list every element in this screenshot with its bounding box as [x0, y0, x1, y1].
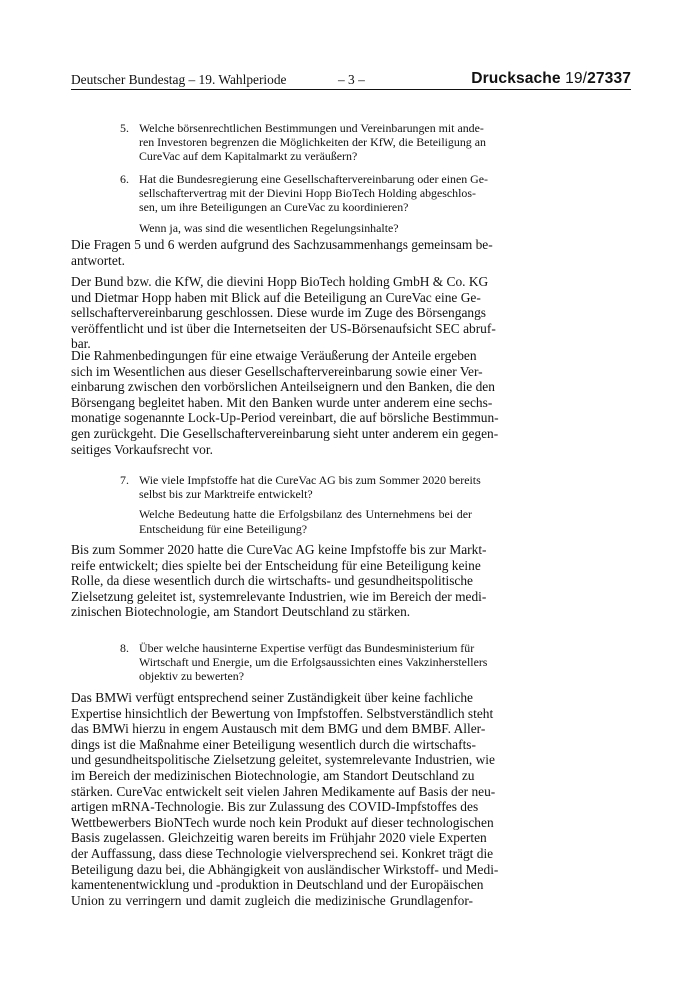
question-line: sen, um ihre Beteiligungen an CureVac zu koordinieren? [139, 200, 409, 215]
answer-paragraph [71, 237, 493, 268]
answer-line: Rolle, da diese wesentlich durch die wirtschafts- und gesundheitspolitische [71, 573, 473, 589]
answer-line: einbarung zwischen den vorbörslichen Anteilseignern und den Banken, die den [71, 379, 495, 395]
question-line: Wirtschaft und Energie, um die Erfolgsaussichten eines Vakzinherstellers [139, 655, 488, 670]
question-line: selbst bis zur Marktreife entwickelt? [139, 487, 313, 502]
answer-line: im Bereich der medizinischen Biotechnologie, am Standort Deutschland zu [71, 767, 475, 783]
answer-line: das BMWi hierzu in engem Austausch mit dem BMG und dem BMBF. Aller- [71, 721, 486, 737]
answer-line: veröffentlicht und ist über die Internetseiten der US-Börsenaufsicht SEC abruf- [71, 320, 496, 336]
question-line: Über welche hausinterne Expertise verfügt das Bundesministerium für [139, 641, 475, 655]
question-line: objektiv zu bewerten? [139, 669, 244, 684]
document-number-period: 19/ [565, 70, 588, 87]
question-text [139, 473, 481, 502]
answer-paragraph [71, 690, 499, 908]
answer-line: artigen mRNA-Technologie. Bis zur Zulassung des COVID-Impfstoffes des [71, 799, 479, 815]
answer-line: gen zurückgeht. Die Gesellschaftervereinbarung sieht unter anderem ein gegen- [71, 425, 499, 441]
answer-line: bar. [71, 336, 91, 352]
header-rule [71, 89, 631, 90]
answer-line: und gesundheitspolitische Zielsetzung geleitet, systemrelevante Industrien, wie [71, 752, 495, 768]
question-text [139, 121, 486, 164]
header-parliament: Deutscher Bundestag – 19. Wahlperiode [71, 72, 287, 87]
question-subtext [139, 507, 472, 535]
answer-line: Bis zum Sommer 2020 hatte die CureVac AG keine Impfstoffe bis zur Markt- [71, 542, 487, 557]
answer-line: Die Rahmenbedingungen für eine etwaige Veräußerung der Anteile ergeben [71, 348, 477, 363]
question-text [139, 641, 488, 684]
question-line: ren Investoren begrenzen die Möglichkeiten der KfW, die Beteiligung an [139, 135, 486, 150]
answer-line: Der Bund bzw. die KfW, die dievini Hopp BioTech holding GmbH & Co. KG [71, 274, 489, 289]
question-line: Welche börsenrechtlichen Bestimmungen und Vereinbarungen mit ande- [139, 121, 484, 135]
document-label: Drucksache [471, 70, 561, 87]
question-number: 6. [120, 172, 129, 186]
answer-line: seitiges Vorkaufsrecht vor. [71, 441, 213, 457]
question-number: 5. [120, 121, 129, 135]
answer-line: und Dietmar Hopp haben mit Blick auf die Beteiligung an CureVac eine Ge- [71, 289, 481, 305]
question-line: sellschaftervertrag mit der Dievini Hopp BioTech Holding abgeschlos- [139, 186, 476, 201]
question-line: Entscheidung für eine Beteiligung? [139, 521, 308, 536]
question-6 [120, 172, 488, 235]
answer-line: zinischen Biotechnologie, am Standort Deutschland zu stärken. [71, 604, 411, 620]
answer-line: sich im Wesentlichen aus dieser Gesellschaftervereinbarung sowie einer Ver- [71, 363, 483, 379]
answer-paragraph [71, 274, 496, 352]
answer-paragraph [71, 542, 487, 620]
question-8 [120, 641, 488, 684]
answer-line: Expertise hinsichtlich der Bewertung von Impfstoffen. Selbstverständlich steht [71, 705, 494, 721]
answer-line: Börsengang begleitet haben. Mit den Banken wurde unter anderem eine sechs- [71, 394, 493, 410]
document-number [471, 70, 631, 88]
question-line: Welche Bedeutung hatte die Erfolgsbilanz des Unternehmens bei der [139, 507, 472, 522]
page-number: – 3 – [338, 72, 365, 87]
answer-line: monatige sogenannte Lock-Up-Period vereinbart, die auf börsliche Bestimmun- [71, 410, 499, 426]
question-line: Wie viele Impfstoffe hat die CureVac AG bis zum Sommer 2020 bereits [139, 473, 481, 487]
answer-line: sellschaftervereinbarung geschlossen. Diese wurde im Zuge des Börsengangs [71, 305, 486, 321]
answer-line: reife entwickelt; dies spielte bei der Entscheidung für eine Beteiligung keine [71, 557, 481, 573]
question-text [139, 172, 488, 215]
answer-line: Die Fragen 5 und 6 werden aufgrund des Sachzusammenhangs gemeinsam be- [71, 237, 493, 252]
question-line: CureVac auf dem Kapitalmarkt zu veräußern? [139, 149, 358, 164]
question-7 [120, 473, 481, 536]
page-header [71, 70, 631, 90]
answer-line: Zielsetzung geleitet ist, systemrelevante Industrien, wie im Bereich der medi- [71, 588, 487, 604]
answer-line: dings ist die Maßnahme einer Beteiligung wesentlich durch die wirtschafts- [71, 736, 476, 752]
answer-line: Beteiligung dazu bei, die Abhängigkeit von ausländischer Wirkstoff- und Medi- [71, 861, 499, 877]
answer-line: der Auffassung, dass diese Technologie vielversprechend sei. Konkret trägt die [71, 845, 494, 861]
question-number: 7. [120, 473, 129, 487]
answer-line: kamentenentwicklung und -produktion in Deutschland und der Europäischen [71, 877, 484, 893]
answer-line: stärken. CureVac entwickelt seit vielen Jahren Medikamente auf Basis der neu- [71, 783, 496, 799]
question-line: Hat die Bundesregierung eine Gesellschaftervereinbarung oder einen Ge- [139, 172, 488, 186]
question-number: 8. [120, 641, 129, 655]
answer-line: Union zu verringern und damit zugleich die medizinische Grundlagenfor- [71, 892, 473, 908]
question-subtext [139, 221, 472, 235]
question-line: Wenn ja, was sind die wesentlichen Regelungsinhalte? [139, 220, 399, 235]
answer-line: Basis zugelassen. Gleichzeitig waren bereits im Frühjahr 2020 viele Experten [71, 830, 487, 846]
question-5 [120, 121, 486, 164]
answer-line: Wettbewerbers BioNTech wurde noch kein Produkt auf dieser technologischen [71, 814, 494, 830]
answer-line: antwortet. [71, 252, 125, 268]
document-number-id: 27337 [587, 70, 631, 87]
answer-paragraph [71, 348, 499, 457]
answer-line: Das BMWi verfügt entsprechend seiner Zuständigkeit über keine fachliche [71, 690, 473, 705]
